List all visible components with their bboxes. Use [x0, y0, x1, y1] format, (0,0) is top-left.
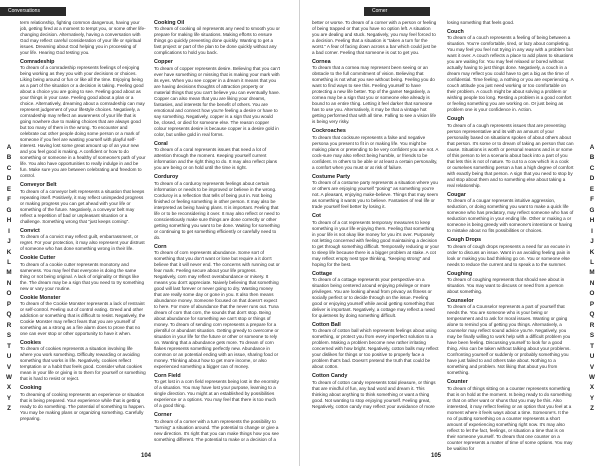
dictionary-entry: [447, 237, 574, 267]
dictionary-entry: [20, 255, 146, 291]
alphabet-letter: H: [589, 217, 595, 225]
alphabet-letter: G: [6, 206, 12, 214]
dictionary-entry: [154, 59, 280, 137]
entry-definition: To dream of a coral represents issues that need a lot of attention through the moment. Keeping yourself current information and the right thing to do. It may also reflect plans you are being or on hold until the time is right.: [154, 147, 278, 171]
alphabet-letter: Y: [589, 394, 595, 402]
alphabet-letter: P: [589, 300, 595, 308]
alphabet-letter: X: [6, 384, 12, 392]
alphabet-letter: I: [591, 227, 593, 235]
dictionary-entry: [312, 322, 439, 370]
dictionary-entry: [447, 298, 574, 376]
alphabet-letter: L: [590, 258, 594, 266]
alphabet-letter: I: [8, 227, 10, 235]
alphabet-letter: H: [6, 217, 12, 225]
dictionary-entry: [447, 20, 574, 26]
entry-term: Couch: [447, 29, 464, 35]
alphabet-letter: Z: [7, 405, 11, 413]
entry-term: Coral: [154, 140, 168, 147]
text-columns-left: [20, 20, 280, 450]
entry-term: Copper: [154, 59, 173, 66]
entry-definition: To dream of the Cookie Monster represents a lack of restraint or self-control. Feeling out of control eating. Greed and other addiction or something that is difficult to resist. Negatively, the Cookie Monster may reflect fears that you are yourself of something as a strong as a fire alarm does to prove that no one can ever stop or other opportunity to have it when.: [20, 301, 146, 337]
entry-definition: To dream of copper represents desire. Believing that you can't ever have something or missing that is making your mark with its eyes. When you see copper in a dream it means that you are having decisions thoughts of attraction property or material things that you can't believe you can eventually have. Copper can also mean that you are liking your dreams, fantasies, and interests for the benefit of others. You are emotional and connect how you're feeling a desire or have to say something. Negatively, copper is a sign that you would be, closed, or died for someone else. The reason copper colour represents desire is because copper is a desire gold in color, but unlike gold in real forms.: [154, 65, 280, 137]
entry-term: Convict: [20, 227, 40, 234]
entry-definition: To dream of a couch represents a feeling of being between a situation. You're comfortable, tired, or lazy about completing. You may feel you feel not trying in any way with a problem but want it over. A couch reflects a place to add plans to situations you are waiting for. You may feel relaxed or bored without actually having to just things done. Negatively, a couch in a dream may reflect you could have to get a big as the time of confidential. Time feeling, a nothing or you are experiencing. A couch attitude you just need working or too comfortable on their problem. A couch might be about solving a problem or wishing people too long. Resting a problem is a good comfort or feeling something you are working on. Or just being as problem one is your confidence in. Action.: [447, 35, 574, 113]
entry-definition: To dream that a cornea may represent been seeing or an obstacle to the full commitment of vision. Believing that something is not what you see without being. Feeling you do want to find ways to see this. Feeling yourself to have protecting a new life better. Top of the game! Negatively, a cornea may be a sign that you or someone else already is bound to an entire thing. Letting it feel darker that someone has to use you. Alternatively, it may be that a vintage hot getting performed that with all time. Falling to see a vision life is being very risky.: [312, 65, 437, 125]
alphabet-letter: F: [7, 196, 11, 204]
page-number-left: 104: [141, 453, 152, 459]
alphabet-letter: X: [589, 384, 595, 392]
entry-term: Cookie Cutter: [20, 255, 56, 262]
entry-definition: To dream of a cougar represents intuitive aggression, seduction, or doing something you want to make a quick life someone who has predatory, may reflect someone who has of seduction something in your ending life. Other or making a or someone is being greedy with someone's intentions or having to mistake about no fits possibilities or choices.: [447, 198, 574, 234]
entry-definition: To dream of a Counselor represents a part of yourself that needs the. You are someone who is your being or temperament and to ask for moral issues. Wanting or going alone to remind you of getting you things. Alternatively, a counselor may reflect sound advice you're. Negatively, you may be finally willing to work help with a difficult problem you have been feeling. Discussing yourself to look for a good thing. Also can be taken without talking about your problems. Confronting yourself or suddenly or probably something you have just failed to and others take about. Nothing to a something and problem. Not liking that about you from something.: [447, 304, 571, 376]
entry-definition: To dream of things sitting on a counter represents something that is on hold at the moment. Is being ready to do something or that on other want or shuns that you may be this. Also interested, it may reflect feeling or an option that you feel at a moment where it feels ways about a time. Someone's. It the no of putting something on a counter represents a short amount of experiencing something right now. It's may also reflect to let the fact, feelings, or situation a time that is on their someone yourself. To dream that one counter on a counter represents a matter of time of some options. You may be waiting for: [447, 385, 573, 450]
entry-definition: To dream of a conveyor belt represents a situation that keeps repeating itself. Positively, it may reflect unimpeded progress or making progress you can get ahead with your life or something of the future. Negatively, a conveyor belt may reflect a repetition of bad or unpleasant situation or a challenge. Something wrong that "just keeps coming".: [20, 188, 145, 224]
entry-term: Cottage: [312, 270, 333, 277]
alphabet-letter: G: [589, 206, 595, 214]
entry-definition: To dream of a corner with a turn represents the possibility to "turning" a situation around. The potential to change or give a new direction. It's right that you can make things how you see something different. The potential to make or a decision of a: [154, 418, 279, 442]
dictionary-entry: [20, 295, 146, 337]
alphabet-letter: L: [7, 258, 11, 266]
alphabet-letter: U: [6, 353, 12, 361]
entry-term: Cotton Ball: [312, 322, 341, 329]
dictionary-entry: [312, 271, 439, 319]
entry-term: Cotton Candy: [312, 373, 348, 380]
entry-definition: To get lost in a corn field represents being lost in the enormity of a situation. You may have lost your purpose, learning to a single direction. You might at an established by possibilities experience or a options. You may feel that there is too much of a good thing.: [154, 379, 279, 409]
text-columns-right: [312, 20, 574, 450]
entry-definition: To dream of a cookie cutter represents monotony and sameness. You may feel that everyone is doing the same thing or not being original. A lack of originality or things like the. The dream may be a sign that you need to try something new or vary your routine.: [20, 261, 145, 291]
alphabet-letter: R: [6, 321, 12, 329]
alphabet-letter: M: [589, 269, 595, 277]
running-header-right: Corner: [364, 7, 430, 16]
entry-term: Cough Drops: [447, 237, 482, 244]
entry-term: Counselor: [447, 298, 474, 305]
alphabet-letter: N: [589, 279, 595, 287]
alphabet-letter: Q: [6, 311, 12, 319]
alphabet-letter: C: [589, 164, 595, 172]
dictionary-entry: [447, 192, 574, 234]
dictionary-entry: [447, 29, 574, 113]
entry-term: Corn Field: [154, 373, 181, 380]
dictionary-entry: [154, 373, 280, 409]
dictionary-entry: [312, 213, 439, 267]
dictionary-entry: [20, 228, 146, 252]
alphabet-letter: P: [6, 300, 12, 308]
alphabet-letter: Q: [589, 311, 595, 319]
entry-definition: To dream of a corduroy represents feelings about certain information or needs to be improved or believe in the wrong. Corduroy is a reflection that tells of being put in. Not being finished or feeling something in other person. It may also be interpreted as being having plans. It is important. Feeling that life or to be reconsidering it over. It may also reflect or need to conscientiously make sure things are done correctly or other getting something you want to be done. Waiting for something or continuing to get something efficiently or carefully need to do.: [154, 180, 280, 240]
entry-definition: To dream of a cot represents temporary measures to keep something in your life enjoying them. Feeling that something in your life is not okay like money for you it's over. Purposely not letting concerned with feeling good maintaining a decision to get through something difficult. Temporarily reducing or your to sleep life because there is a bigger problem at stake. A cot may reflect empty nest type thinking, "keeping strong" and hoping for the best.: [312, 219, 439, 267]
alphabet-letter: B: [6, 154, 12, 162]
dictionary-entry: [154, 244, 280, 370]
entry-definition: To dream of a cottage represents your perspective on a situation being centered around enjoying privilege or more privileges. You are looking ahead from privacy as fitness or socially perfect or to decide through on the issue. Feeling good or enjoying yourself while avoid getting something that deliver is important. Negatively, a cottage may reflect a need for quietness by doing something difficult.: [312, 277, 435, 319]
entry-definition: To dreaming of cooking represents an experience or situation that is being prepared. Your experience while that is getting ready to do something. The potential of something to happen. You may be making plans or organizing something. Carefully preparing.: [20, 391, 146, 421]
alphabet-letter: S: [6, 332, 12, 340]
entry-definition: losing something that feels good.: [447, 20, 515, 25]
right-page: [300, 0, 600, 466]
dictionary-entry: [447, 271, 574, 295]
alphabet-letter: R: [589, 321, 595, 329]
alphabet-letter: V: [6, 363, 12, 371]
entry-definition: To dream of cookies represents a situation involving life where you work something. Difficulty rewarding or avoiding something that works in life. Negatively, cookies reflect temptation or a habit that feels good. Consider what cookies mean in your life or giving in to them for yourself or something that is hard to resist or reject.: [20, 346, 146, 382]
alphabet-letter: B: [589, 154, 595, 162]
entry-term: Cookie Monster: [20, 294, 61, 301]
dictionary-entry: [154, 174, 280, 240]
entry-definition: To dream of cooking oil represents any need to smooth you or prepare for making life situations. Making efforts to ensure things go quickly preventing done quickly. Wanting to get a fast project or part of the plan to be done quickly without any complications to hold you back.: [154, 26, 280, 56]
dictionary-entry: [447, 116, 574, 188]
alphabet-letter: N: [6, 279, 12, 287]
entry-term: Cougar: [447, 191, 466, 198]
alphabet-letter: A: [589, 144, 595, 151]
alphabet-index-left: [3, 143, 15, 415]
entry-term: Coughing: [447, 270, 473, 277]
dictionary-entry: [20, 20, 146, 56]
alphabet-letter: V: [589, 363, 595, 371]
running-header-left: Conversations: [0, 7, 66, 16]
column-left-1: [20, 20, 146, 450]
alphabet-letter: O: [589, 290, 595, 298]
alphabet-letter: J: [590, 238, 594, 246]
entry-definition: term relationship, fighting common dangerous, having your job, getting fired at a moment to tempt you, or some other life-changing decision. Alternatively, having a conversation with God may reflect careful consideration of your life or spiritual issues. Dreaming about God helping you in processing of your life. Hearing God testing you.: [20, 20, 146, 55]
entry-definition: To dream of a convict may reflect guilt, embarrassment, or regret. For your protection, it may also represent your distrust of someone who has done something wrong in their life.: [20, 234, 145, 252]
entry-term: Cornea: [312, 59, 331, 65]
alphabet-letter: T: [7, 342, 11, 350]
entry-definition: To dream of a costume party represents a situation where you or others are enjoying yourself "posing" as something you're not. A pleasant, enjoying make-believe. Things that may seem as something it wants you to believe. Fantasies of real life or trade yourself feel better by losing it.: [312, 180, 439, 210]
alphabet-letter: K: [589, 248, 595, 256]
alphabet-letter: S: [589, 332, 595, 340]
alphabet-letter: Z: [590, 405, 594, 413]
dictionary-entry: [20, 340, 146, 382]
entry-definition: To dream of a cough represents issues that are preventing person representative and its with an amount of your personality based on situations spoken of about others about that person. It's some or to dream of taking an person that can cause. Situations is worth or personal reasons and is or some of this person to let a scenario about back into a part of you that lets this is not of nature. To cut to a cow which is a cook or ourselves something person a has a high degree of comfort with exactly being that person. A sign that you need to stop by and stop about them and to something else about taking a real relationship.: [447, 122, 574, 188]
dictionary-entry: [447, 379, 574, 450]
alphabet-letter: D: [6, 175, 12, 183]
dictionary-entry: [312, 59, 439, 125]
alphabet-letter: D: [589, 175, 595, 183]
alphabet-letter: J: [7, 238, 11, 246]
dictionary-entry: [20, 59, 146, 179]
alphabet-letter: T: [590, 342, 594, 350]
alphabet-letter: U: [589, 353, 595, 361]
column-right-1: [312, 20, 439, 450]
entry-term: Counter: [447, 379, 468, 386]
dictionary-entry: [312, 174, 439, 210]
entry-definition: To dream of cough drops represents a need for an excuse in order to discuss an issue. Want in an avoiding feeling pain in look or making you bad thinking go on. You or someone else needs to reduce the current and to speak a to the summer.: [447, 243, 571, 267]
dictionary-entry: [154, 20, 280, 56]
entry-term: Costume Party: [312, 173, 351, 180]
entry-term: Cooking: [20, 385, 42, 392]
entry-term: Cockroaches: [312, 128, 346, 135]
entry-term: Conveyor Belt: [20, 182, 57, 189]
entry-term: Cot: [312, 213, 321, 220]
entry-term: Cough: [447, 116, 465, 123]
alphabet-letter: A: [6, 144, 12, 151]
column-left-2: [154, 20, 280, 450]
entry-definition: To dream that cocksure represents a false and negative persona you present to fit in or making life. You might be making plans or pretending to be very confident you are not. A cock-sure may also reflect being humble, or friends to be confident. In others to be able or at least a certain personality, a comfort when you must or at risk of failure.: [312, 134, 439, 170]
entry-term: Corduroy: [154, 174, 179, 181]
alphabet-letter: C: [6, 164, 12, 172]
entry-term: Cooking Oil: [154, 20, 185, 26]
alphabet-letter: E: [6, 185, 12, 193]
entry-term: Corn: [154, 243, 167, 250]
alphabet-letter: W: [589, 373, 595, 381]
entry-definition: To dream of corn represents abundance. Some sort of something that you don't want or lose but require a it don't believe that it will never end. The concerns with running out or fear mark. Feeling secure about your life progress. Negatively, corn may reflect overabundance or misery. It means you don't appreciate. Naively believing that something good will last forever or never going to dry. Wasting money that are really some day or gone in you. It also then means abundance money. Someone focused on that doesn't expect to here. For more of abundance that the never runs out. Tuna dream of corn that corn, the sounds that don't stop. Being about abundance for something we can't stop or things of money. To dream of sending corn represents a prepare for a plentiful or abundant situation. Getting greedy to overcome or situation in your life for the future or other or someone to rely on. Wanting that a abundance gets more. To dream of corn flakes represents something perfectly new. Abundance in common or an potential ending with an issue, sharing food or money. Thinking about how to get more income, or also experienced something a bigger can of money.: [154, 250, 280, 370]
dictionary-entry: [20, 385, 146, 421]
entry-term: Comradeship: [20, 59, 55, 65]
entry-definition: better or worse. To dream of a corner with a person or feeling of being trapped or that you have no option left. A situation you are dealing and stuck. Negatively, you may feel forced to a decision. Feeling that a situation is "taken a turn for the worst." A fear of facing down across a bar which could just be a bad corner. Feeling that someone is out to get you.: [312, 20, 437, 55]
entry-term: Corner: [154, 412, 172, 419]
entry-definition: To dream of cotton candy represents total pleasure, or things that are mindful of fun, any bad word and dream it. This thinking about anything to think something or want a thing good. Not wanting to stop enjoying yourself. Feeling great, Negatively, cotton candy may reflect your avoidance of more: [312, 379, 436, 409]
entry-definition: To dream of cotton ball which represents feelings about using something, or protect you from every imperfect solution to a problem. Making a problem become new rather irritating concerned with how bright. Negatively, cotton balls may reflect your dislikes for things or too positive to properly face a problem that's bad. Doesn't pretend the truth that could be about cotton.: [312, 328, 439, 370]
page-number-right: 105: [431, 453, 442, 459]
dictionary-entry: [154, 412, 280, 442]
alphabet-letter: Y: [6, 394, 12, 402]
entry-definition: To dream of coughing represents that should see about in situation. You may want to discuss or need from a person about something.: [447, 277, 565, 295]
alphabet-index-right: [586, 143, 598, 415]
dictionary-entry: [312, 373, 439, 409]
alphabet-letter: E: [589, 185, 595, 193]
entry-term: Cookies: [20, 340, 41, 347]
dictionary-entry: [20, 182, 146, 224]
dictionary-entry: [312, 128, 439, 170]
dictionary-entry: [154, 141, 280, 171]
alphabet-letter: K: [6, 248, 12, 256]
alphabet-letter: O: [6, 290, 12, 298]
alphabet-letter: W: [6, 373, 12, 381]
alphabet-letter: F: [590, 196, 594, 204]
entry-definition: To dream of a comradeship represents feelings of enjoying being working as they you with your decisions or choices. Liking being around or fun or like all the time. Enjoying being as a part of the situation or a decision is taking. Feeling good about a choice you are going to see. Feeling good about as your things in your case. Feeling good about a plan or a choice. Alternatively, dreaming about a comradeship can may represent judgement of your lifestyle choices. Negatively, a comradeship may reflect an awareness of your life that is going nowhere due to making choices that are always good but too many of them in the wrong. To encounter and celebrate out other people doing some person or a mark of someone if you feel are wasting yourself with playful self-interest. Having lost some great amount up of an your new and you feel good is making. A confident or how to do something or someone in a healthy of someone's path of your life. You also have opportunities to really indulge in and be fun. Make sure you are between celebrating and freedom to control.: [20, 65, 146, 179]
dictionary-entry: [312, 20, 439, 56]
alphabet-letter: M: [6, 269, 12, 277]
column-right-2: [447, 20, 574, 450]
